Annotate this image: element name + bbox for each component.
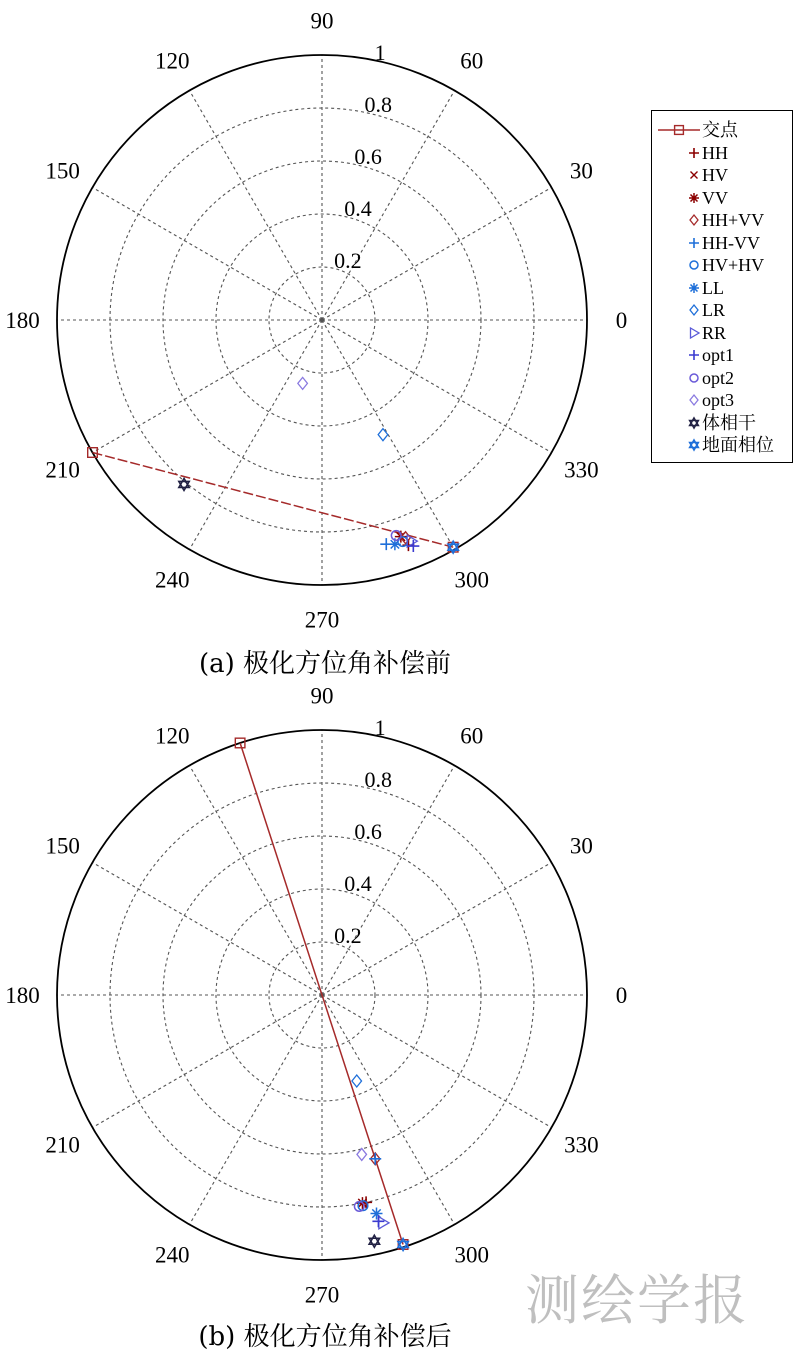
legend-marker [656,232,702,254]
legend-symbol [689,283,699,293]
legend-symbol [690,395,698,405]
angle-tick-label: 180 [5,308,40,333]
legend-symbol [691,172,698,179]
caption-b: (b) 极化方位角补偿后 [198,1322,452,1352]
legend-label: LR [702,300,726,320]
radius-tick-label: 0.2 [334,922,362,948]
angle-tick-label: 240 [155,1242,190,1268]
legend-item [652,209,792,231]
data-point-opt3 [298,377,308,389]
grid-spoke [322,766,455,995]
legend-marker [656,322,702,344]
legend-symbol [690,418,699,428]
legend-label: opt3 [702,390,735,410]
legend-item [652,187,792,209]
legend-marker [656,142,702,164]
legend-symbol [690,374,698,382]
angle-tick-label: 150 [45,833,80,859]
legend-item [652,299,792,321]
angle-tick-label: 120 [155,48,190,74]
angle-tick-label: 300 [454,567,489,593]
grid-spoke [93,320,322,453]
legend-marker [656,187,702,209]
angle-tick-label: 30 [569,833,593,859]
angle-tick-label: 120 [155,723,190,749]
legend-marker [656,434,702,456]
legend-label: RR [702,322,727,343]
radius-tick-label: 0.4 [344,870,372,896]
legend-marker [656,367,702,389]
angle-tick-label: 0 [615,308,628,333]
legend-item [652,254,792,276]
radius-tick-label: 0.8 [364,91,392,117]
legend-item [652,344,792,366]
radius-tick-label: 0.2 [334,247,362,273]
data-point-体相干 [179,478,189,490]
grid-spoke [322,91,455,320]
legend-item [652,232,792,254]
legend-symbol [689,148,699,158]
legend-marker [656,412,702,434]
data-point-RR [379,1217,389,1229]
polar-chart-b [0,670,800,1310]
legend-marker [656,254,702,276]
grid-spoke [190,91,323,320]
legend-label: HH [702,142,728,163]
legend-marker [656,164,702,186]
legend-marker [656,344,702,366]
data-point-体相干 [369,1235,379,1247]
legend-marker [656,299,702,321]
legend-symbol [691,328,700,338]
legend-marker [656,389,702,411]
legend-item [652,412,792,434]
legend-marker [656,119,702,141]
legend-symbol [689,350,699,360]
grid-spoke [322,320,551,453]
intersection-line [93,453,454,548]
angle-tick-label: 30 [569,158,593,184]
legend-item [652,389,792,411]
radius-tick-label: 0.6 [354,818,382,844]
radius-tick-label: 0.8 [364,766,392,792]
legend-symbol [689,238,699,248]
legend [651,110,793,463]
grid-spoke [190,320,323,549]
legend-label: 交点 [702,120,738,140]
radius-tick-label: 1 [374,714,386,740]
legend-marker [656,277,702,299]
angle-tick-label: 270 [304,1282,340,1308]
angle-tick-label: 90 [310,8,334,34]
angle-tick-label: 300 [454,1242,489,1268]
legend-label: 体相干 [702,412,756,433]
data-point-opt1 [372,1215,384,1227]
grid-spoke [190,995,323,1224]
legend-label: LL [702,277,724,298]
data-point-LR [352,1075,362,1087]
legend-label: VV [702,187,728,208]
legend-label: opt1 [702,345,735,365]
radius-tick-label: 0.6 [354,143,382,169]
data-point-HH-VV [369,1153,381,1165]
angle-tick-label: 210 [45,457,80,483]
legend-item [652,119,792,141]
watermark: 测绘学报 [525,1269,749,1332]
legend-symbol [690,305,698,315]
caption-a: (a) 极化方位角补偿前 [198,649,452,679]
legend-item [652,322,792,344]
data-point-opt3 [357,1148,367,1160]
angle-tick-label: 0 [615,983,628,1008]
legend-item [652,142,792,164]
legend-symbol [689,193,699,203]
angle-tick-label: 270 [304,607,340,633]
legend-symbol [690,261,698,269]
angle-tick-label: 150 [45,158,80,184]
angle-tick-label: 210 [45,1132,80,1158]
angle-tick-label: 180 [5,983,40,1008]
legend-item [652,367,792,389]
legend-symbol [690,440,699,450]
legend-item [652,434,792,456]
grid-spoke [322,995,455,1224]
angle-tick-label: 330 [564,1132,599,1158]
legend-label: 地面相位 [702,435,774,455]
angle-tick-label: 90 [310,683,334,709]
legend-item [652,277,792,299]
legend-symbol [690,215,698,225]
legend-label: HV+HV [702,255,765,275]
radius-tick-label: 1 [374,39,386,65]
radius-tick-label: 0.4 [344,195,372,221]
angle-tick-label: 240 [155,567,190,593]
grid-spoke [93,995,322,1128]
grid-spoke [322,995,551,1128]
legend-label: opt2 [702,367,735,388]
angle-tick-label: 60 [460,723,484,749]
grid-spoke [93,863,322,996]
grid-spoke [93,188,322,321]
legend-marker [656,209,702,231]
grid-spoke [190,766,323,995]
angle-tick-label: 60 [460,48,484,74]
legend-label: HH-VV [702,232,760,253]
legend-label: HV [702,165,728,185]
angle-tick-label: 330 [564,457,599,483]
legend-item [652,164,792,186]
legend-label: HH+VV [702,210,765,230]
